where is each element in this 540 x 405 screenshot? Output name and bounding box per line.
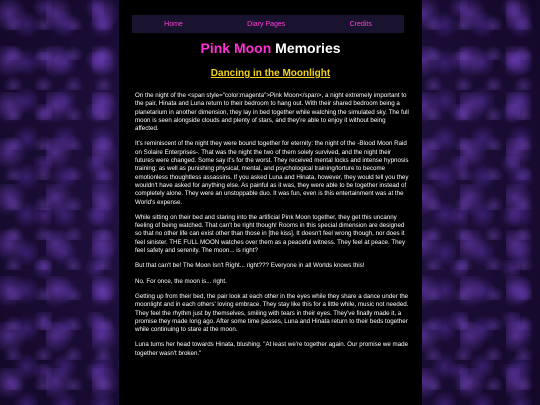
entry-paragraph: No. For once, the moon is... right. <box>135 277 227 285</box>
entry-title: Dancing in the Moonlight <box>210 68 331 79</box>
entry-paragraph: On the night of the <span style="color:magenta">Pink Moon</span>, a night extremely important to the pair, Hinata and Luna return to their bedroom to hang out. With their shared bedroom being a planetarium in another dimension, they lay in bed together while watching the simulated sky. The full moon is seen alongside clouds and plenty of stars, and they're able to enjoy it without being affected. <box>135 92 409 133</box>
entry-paragraph: While sitting on their bed and staring into the artificial Pink Moon together, they get this uncanny feeling of being watched. That can't be right though! Rooms in this special dimension are designed so that no other life can exist other than those in [the kiss]. It doesn't feel wrong though, nor does it feel sinister. THE FULL MOON watches over them as a peaceful witness. They feel at peace. They feel safety and serenity. The moon... is right? <box>135 213 406 255</box>
top-nav <box>132 15 404 33</box>
entry-paragraph: It's reminiscent of the night they were bound together for eternity: the night of the -Blood Moon Raid on Solaire Enterprises-. That was the night the two of them solely survived, and the night their futures were changed. Some say it's for the worst. They received mental locks and intense hypnosis training; as well as punishing physical, mental, and psychological training/torture to become emotionless thoughtless assassins. If you asked Luna and Hinata, however, they would tell you they wouldn't have asked for anything else. As painful as it was, they were able to be together instead of completely alone. They were an unstoppable duo. It was fun, even is this entertainment was at the World's expense. <box>135 140 409 206</box>
entry-paragraph: But that can't be! The Moon Isn't Right... right??? Everyone in all Worlds knows this! <box>135 262 365 270</box>
site-title-rest: Memories <box>271 40 341 56</box>
entry-content <box>135 92 409 365</box>
entry-paragraph: Getting up from their bed, the pair look at each other in the eyes while they share a dance under the moonlight and in each others' loving embrace. They stay like this for a little while, music not needed. They feel the rhythm just by themselves, smiling with tears in their eyes. They've finally made it, a promise they made long ago. After some time passes, Luna and Hinata return to their beds together while continuing to stare at the moon. <box>135 292 409 334</box>
nav-diary-pages-link[interactable]: Diary Pages <box>247 20 286 28</box>
entry-paragraph: Luna turns her head towards Hinata, blushing. "At least we're together again. Our promise we made together wasn't broken." <box>135 341 409 357</box>
diary-page <box>119 0 422 405</box>
site-title-accent: Pink Moon <box>200 40 272 56</box>
nav-credits-link[interactable]: Credits <box>349 20 372 28</box>
site-title <box>119 40 422 56</box>
nav-home-link[interactable]: Home <box>164 20 183 28</box>
